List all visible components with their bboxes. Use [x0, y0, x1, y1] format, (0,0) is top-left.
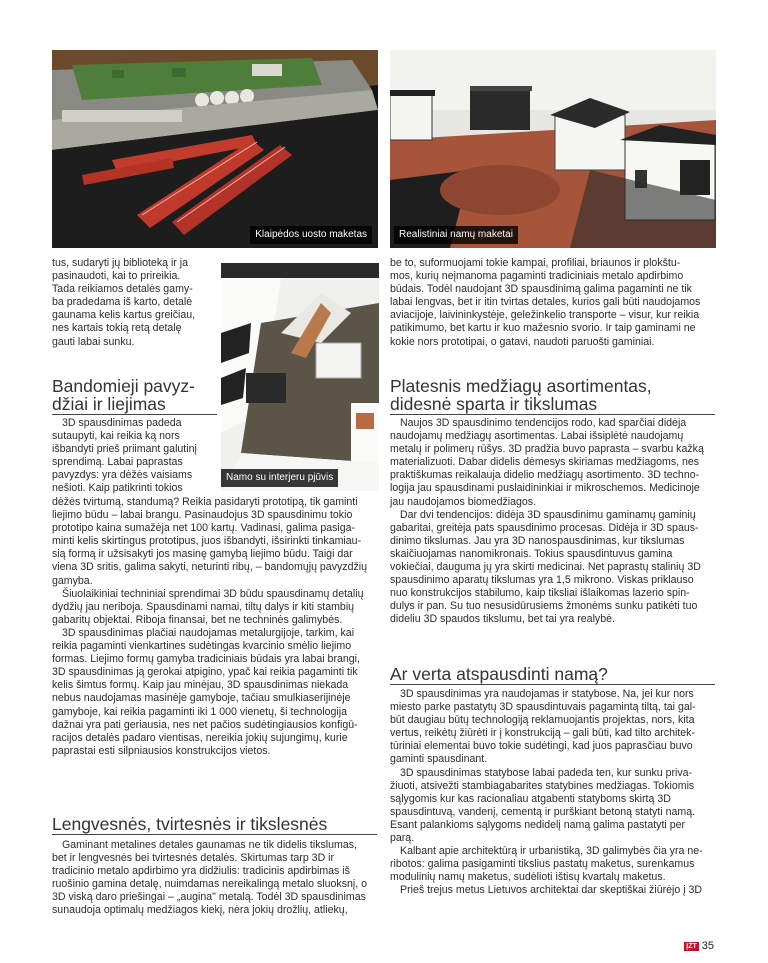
text-line: bet ir lengvesnės bei tvirtesnės detalės. Skirtumas tarp 3D ir [52, 852, 335, 865]
metallurgy-paragraph [52, 627, 378, 758]
text-line: 3D spausdinimas ją gerokai atpigino, ypač kai reikia pagaminti tik [52, 666, 358, 679]
text-line: viena 3D sritis, galima sakyti, neturinti ribų, – bandomųjų pavyzdžių [52, 561, 368, 574]
left-intro-text [52, 257, 218, 349]
text-line: 3D spausdinimas yra naudojamas ir statybose. Na, jei kur nors [400, 688, 694, 700]
text-line: formas. Liejimo formų gamyba tradiciniais būdais yra labai brangi, [52, 653, 360, 666]
text-line: sprendimą. Labai paprastas [52, 456, 183, 469]
text-line: dinimo tikslumas. Jau yra 3D nanospausdinimas, kur tikslumas [390, 534, 685, 547]
architects-paragraph [390, 884, 716, 897]
text-line: Tada reikiamos detalės gamy- [52, 283, 193, 296]
text-line: materializuoti. Dabar didelis dėmesys skiriamas medžiagoms, nes [390, 456, 700, 469]
heading-prototypes-line2: džiai ir liejimas [52, 394, 166, 414]
text-line: dideliu 3D spaudos tikslumu, bet tai yra realybė. [390, 613, 615, 626]
text-line: mos, kurių neįmanoma pagaminti tradiciniais metalo apdirbimo [390, 270, 684, 283]
text-line: Dar dvi tendencijos: didėja 3D spausdinimu gaminamų gaminių [400, 508, 696, 521]
houses-caption: Realistiniai namų maketai [394, 226, 518, 244]
left-metal-text [52, 839, 378, 918]
text-line: tūriniai elementai buvo tokie sudėtingi, kad juos paprasčiau buvo [390, 740, 693, 753]
heading-lighter-stronger-text: Lengvesnės, tvirtesnės ir tikslesnės [52, 814, 328, 834]
text-line: gaunama kelis kartus greičiau, [52, 309, 196, 322]
shapes-paragraph [390, 257, 716, 349]
photo-interior-cutaway [221, 263, 379, 491]
text-line: minti kelis skirtingus prototipus, juos išbandyti, išsirinkti tinkamiau- [52, 535, 362, 548]
prototype-paragraph-start [52, 417, 218, 496]
text-line: ribotos: galima pasigaminti tikslius pastatų maketus, surenkamus [390, 858, 695, 871]
text-line: išbandyti prieš priimant galutinį [52, 443, 197, 456]
right-materials-text [390, 417, 716, 627]
text-line: vertus, reikėtų žiūrėti ir į konstrukciją – gali būti, kad tilto architek- [390, 727, 695, 740]
heading-prototypes-line1: Bandomieji pavyz- [52, 376, 195, 396]
text-line: nes kartais tokią retą detalę [52, 322, 182, 335]
text-line: modulinių namų maketus, sudėlioti ištisų kvartalų maketus. [390, 871, 666, 884]
text-line: gabaritai, greitėja pats spausdinimo procesas. Didėja ir 3D spaus- [390, 521, 699, 534]
remote-building-paragraph [390, 767, 716, 846]
text-line: Prieš trejus metus Lietuvos architektai dar skeptiškai žiūrėjo į 3D [400, 884, 703, 897]
text-line: dydžių jau neriboja. Spausdinami namai, tiltų dalys ir kiti stambių [52, 600, 355, 613]
trends-paragraph [390, 509, 716, 627]
text-line: tradicinio metalo apdirbimo yra didžiulis: tradicinis apdirbimas iš [52, 865, 350, 878]
text-line: praktiškumas reikalauja didelio medžiagų asortimento. 3D techno- [390, 469, 700, 482]
text-line: jau naudojamos biomedžiagos. [390, 495, 537, 508]
text-line: spausdintuvą, vandenį, cementą ir purškiant betoną statyti namą. [390, 805, 696, 818]
text-line: būdais. Todėl naudojant 3D spausdinimą galima pagaminti ne tik [390, 283, 692, 296]
text-line: prototipo kaina sumažėja net 100 kartų. Vadinasi, galima pasiga- [52, 522, 356, 535]
port-model-illustration [52, 50, 378, 248]
text-line: 3D spausdinimas plačiai naudojamas metalurgijoje, tarkim, kai [62, 626, 355, 639]
page-number: 35 [701, 940, 714, 952]
heading-print-house [390, 665, 715, 685]
houses-model-illustration [390, 50, 716, 248]
text-line: ba pradedama iš karto, detalė [52, 296, 193, 309]
text-line: kokie nors prototipai, o gatavi, naudoti paruošti gaminiai. [390, 335, 655, 348]
text-line: Šiuolaikiniai techniniai sprendimai 3D būdu spausdinamų detalių [62, 587, 364, 600]
left-prototype-narrow-text [52, 417, 218, 496]
text-line: patikimumo, bet kartu ir kuo mažesnio svorio. Ir taip gaminami ne [390, 322, 696, 335]
text-line: sąlygomis kur kas racionaliau atgabenti statyboms skirtą 3D [390, 792, 671, 805]
text-line: 3D spausdinimas statybose labai padeda ten, kur sunku priva- [400, 766, 693, 779]
right-top-text [390, 257, 716, 349]
heading-materials-line1: Platesnis medžiagų asortimentas, [390, 376, 652, 396]
interior-caption: Namo su interjeru pjūvis [221, 469, 338, 487]
text-line: pasinaudoti, kai to prireikia. [52, 270, 181, 283]
text-line: labai lengvas, bet ir itin tvirtas detales, kurios gali būti naudojamos [390, 296, 701, 309]
text-line: gauti labai sunku. [52, 335, 135, 348]
text-line: spausdinimo aparatų tikslumas yra 1,5 mikrono. Viskas priklauso [390, 574, 694, 587]
text-line: Gaminant metalines detales gaunamas ne tik didelis tikslumas, [62, 839, 358, 851]
text-line: sią formą ir užsisakyti jos masinę gamybą liejimo būdu. Taigi dar [52, 548, 353, 561]
text-line: naudojamų medžiagų asortimentas. Labai išsiplėtė naudojamų [390, 430, 684, 443]
photo-port-model [52, 50, 378, 248]
text-line: Naujos 3D spausdinimo tendencijos rodo, kad sparčiai didėja [400, 417, 687, 429]
text-line: gabaritų objektai. Riboja finansai, bet ne techninės galimybės. [52, 613, 343, 626]
left-body-text [52, 496, 378, 758]
text-line: dulys ir pan. Su tuo nesusidūrusiems žmonėms sunku patikėti tuo [390, 600, 698, 613]
text-line: Kalbant apie architektūrą ir urbanistiką, 3D galimybės čia yra ne- [400, 845, 703, 858]
text-line: racijos detalės padaro vientisas, nereikia jokių sujungimų, kurie [52, 731, 348, 744]
architecture-paragraph [390, 845, 716, 884]
page-folio [684, 940, 714, 952]
text-line: gaminti spausdinant. [390, 753, 488, 766]
text-line: logija jau spausdinami puslaidininkiai ir mikroschemos. Medicinoje [390, 482, 700, 495]
right-house-text [390, 688, 716, 898]
text-line: paprastai esti silpniausios konstrukcijos vietos. [52, 744, 271, 757]
text-line: skaičiuojamas nanomikronais. Tokius spausdintuvus gamina [390, 547, 673, 560]
text-line: ruošinio gamina detalę, nuimdamas nereikalingą metalo sluoksnį, o [52, 878, 368, 891]
left-intro-paragraph [52, 257, 218, 349]
text-line: sunaudoja optimalų medžiagos kiekį, nėra jokių drožlių, atliekų, [52, 904, 348, 917]
text-line: nešioti. Kaip patikrinti tokios [52, 482, 183, 495]
text-line: nuo konstrukcijos stabilumo, kaip tiksliai išlaikomas lazerio spin- [390, 587, 690, 600]
construction-paragraph [390, 688, 716, 767]
text-line: gamyba. [52, 574, 93, 587]
prototype-paragraph-cont [52, 496, 378, 588]
text-line: dėžės tvirtumą, standumą? Reikia pasidaryti prototipą, tik gaminti [52, 496, 358, 508]
size-limits-paragraph [52, 588, 378, 627]
text-line: sutaupyti, kai reikia ką nors [52, 430, 180, 443]
text-line: miesto parke pastatytų 3D spausdintuvais pagamintą tiltą, tai gal- [390, 701, 696, 714]
text-line: be to, suformuojami tokie kampai, profiliai, briaunos ir plokštu- [390, 257, 681, 269]
port-caption: Klaipėdos uosto maketas [250, 226, 372, 244]
heading-lighter-stronger [52, 815, 377, 835]
text-line: būt daugiau būtų technologiją reklamuojantis projektas, nors, kita [390, 714, 695, 727]
text-line: parą. [390, 832, 415, 845]
photo-houses-model [390, 50, 716, 248]
heading-prototypes-casting [52, 377, 217, 415]
text-line: 3D viską daro priešingai – „augina" metalą. Todėl 3D spausdinimas [52, 891, 366, 904]
text-line: kelis šimtus formų. Kaip jau minėjau, 3D spausdinimas niekada [52, 679, 349, 692]
text-line: gamyboje, kai reikia pagaminti iki 1 000 vienetų, ši technologija [52, 705, 348, 718]
magazine-badge: ĮŽT [686, 942, 697, 950]
text-line: nebus naudojamas masinėje gamyboje, tačiau smulkiaserijinėje [52, 692, 351, 705]
text-line: pavyzdys: yra dėžės vaisiams [52, 469, 193, 482]
text-line: reikia pagaminti vienkartines sudėtingas kvarcinio smėlio liejimo [52, 640, 352, 653]
heading-materials-speed [390, 377, 715, 415]
materials-paragraph [390, 417, 716, 509]
text-line: dažnai yra pati geriausia, nes net pačios sudėtingiausios konfigū- [52, 718, 358, 731]
text-line: tus, sudaryti jų biblioteką ir ja [52, 257, 189, 269]
text-line: 3D spausdinimas padeda [62, 417, 182, 429]
metal-details-paragraph [52, 839, 378, 918]
heading-materials-line2: didesnė sparta ir tikslumas [390, 394, 598, 414]
text-line: Esant palankioms sąlygoms nedidelį namą galima pastatyti per [390, 818, 686, 831]
text-line: metalų ir polimerų rūšys. 3D pradžia buvo paprasta – svarbu kažką [390, 443, 704, 456]
text-line: žiuoti, atsivežti stambiagabarites statybines medžiagas. Tokiomis [390, 779, 695, 792]
interior-cutaway-illustration [221, 263, 379, 491]
text-line: aviacijoje, laivininkystėje, geležinkelio transporte – visur, kur reikia [390, 309, 700, 322]
heading-print-house-text: Ar verta atspausdinti namą? [390, 664, 608, 684]
text-line: liejimo būdu – labai brangu. Pasinaudojus 3D spausdinimu tokio [52, 509, 353, 522]
text-line: vokiečiai, dauguma jų yra skirti medicinai. Net paprastų stalinių 3D [390, 561, 701, 574]
